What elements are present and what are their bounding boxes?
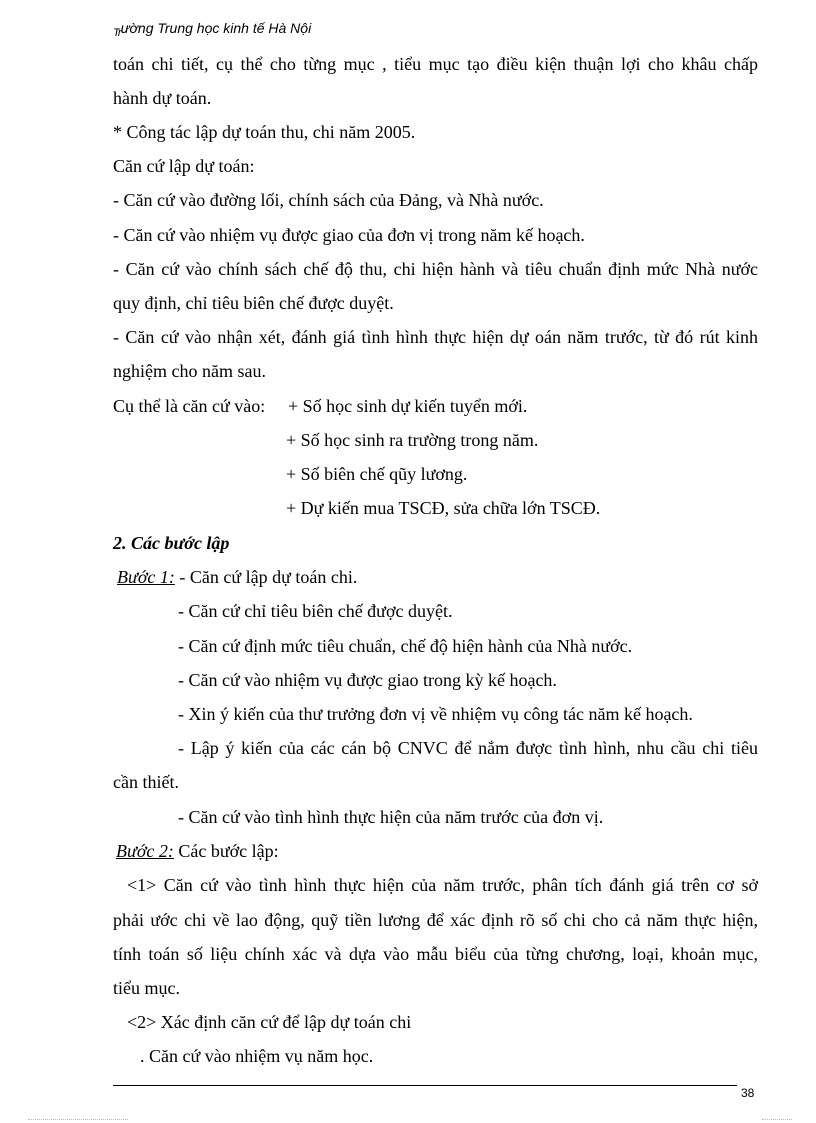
text-line: + Dự kiến mua TSCĐ, sửa chữa lớn TSCĐ.: [286, 498, 601, 518]
header-prefix: Tr: [113, 27, 121, 39]
text-line: - Căn cứ vào nhận xét, đánh giá tình hình thực hiện dự oán năm trước, từ đó rút kinh: [113, 327, 758, 347]
text-line: - Xin ý kiến của thư trưởng đơn vị về nhiệm vụ công tác năm kế hoạch.: [178, 704, 693, 724]
footer-dots-left: [28, 1119, 128, 1120]
text-line: Căn cứ lập dự toán:: [113, 156, 255, 176]
text-line: nghiệm cho năm sau.: [113, 361, 266, 381]
text-line: . Căn cứ vào nhiệm vụ năm học.: [140, 1046, 374, 1066]
text-line: - Căn cứ vào đường lối, chính sách của Đảng, và Nhà nước.: [113, 190, 544, 210]
text-line: toán chi tiết, cụ thể cho từng mục , tiểu mục tạo điều kiện thuận lợi cho khâu chấp: [113, 54, 758, 74]
footer-dots-right: [762, 1119, 792, 1120]
step-1-label: Bước 1:: [117, 567, 175, 587]
text-line: - Căn cứ vào nhiệm vụ được giao trong kỳ kế hoạch.: [178, 670, 557, 690]
text-line: hành dự toán.: [113, 88, 212, 108]
footer-rule: [113, 1085, 737, 1086]
text-line: cần thiết.: [113, 772, 179, 792]
text-line: <2> Xác định căn cứ để lập dự toán chi: [127, 1012, 412, 1032]
step-2-line: [116, 840, 279, 862]
text-line: quy định, chỉ tiêu biên chế được duyệt.: [113, 293, 394, 313]
text-line: tiểu mục.: [113, 978, 180, 998]
text-line: - Lập ý kiến của các cán bộ CNVC để nắm được tình hình, nhu cầu chi tiêu: [178, 738, 758, 758]
step-1-line: [117, 566, 357, 588]
step-2-label: Bước 2:: [116, 841, 174, 861]
text-line: tính toán số liệu chính xác và dựa vào mẫu biểu của từng chương, loại, khoản mục,: [113, 944, 758, 964]
text-line: - Căn cứ định mức tiêu chuẩn, chế độ hiện hành của Nhà nước.: [178, 636, 633, 656]
section-heading: 2. Các bước lập: [113, 533, 230, 553]
text-line: + Số học sinh ra trường trong năm.: [286, 430, 539, 450]
text-line: phải ước chi về lao động, quỹ tiền lương để xác định rõ số chi cho cả năm thực hiện,: [113, 910, 758, 930]
text-line: <1> Căn cứ vào tình hình thực hiện của năm trước, phân tích đánh giá trên cơ sở: [127, 875, 758, 895]
page-number: 38: [741, 1086, 755, 1100]
header-title: ường Trung học kinh tế Hà Nội: [120, 20, 312, 36]
text-line: - Căn cứ chỉ tiêu biên chế được duyệt.: [178, 601, 453, 621]
text-line: * Công tác lập dự toán thu, chi năm 2005.: [113, 122, 416, 142]
step-2-text: Các bước lập:: [173, 841, 279, 861]
text-line: - Căn cứ vào nhiệm vụ được giao của đơn vị trong năm kế hoạch.: [113, 225, 585, 245]
text-line: Cụ thể là căn cứ vào:: [113, 396, 266, 416]
text-line: + Số học sinh dự kiến tuyển mới.: [288, 396, 528, 416]
text-line: + Số biên chế qũy lương.: [286, 464, 468, 484]
text-line: - Căn cứ vào chính sách chế độ thu, chi hiện hành và tiêu chuẩn định mức Nhà nước: [113, 259, 758, 279]
text-line: - Căn cứ vào tình hình thực hiện của năm trước của đơn vị.: [178, 807, 604, 827]
page-header: [113, 20, 312, 39]
step-1-text: - Căn cứ lập dự toán chi.: [174, 567, 358, 587]
